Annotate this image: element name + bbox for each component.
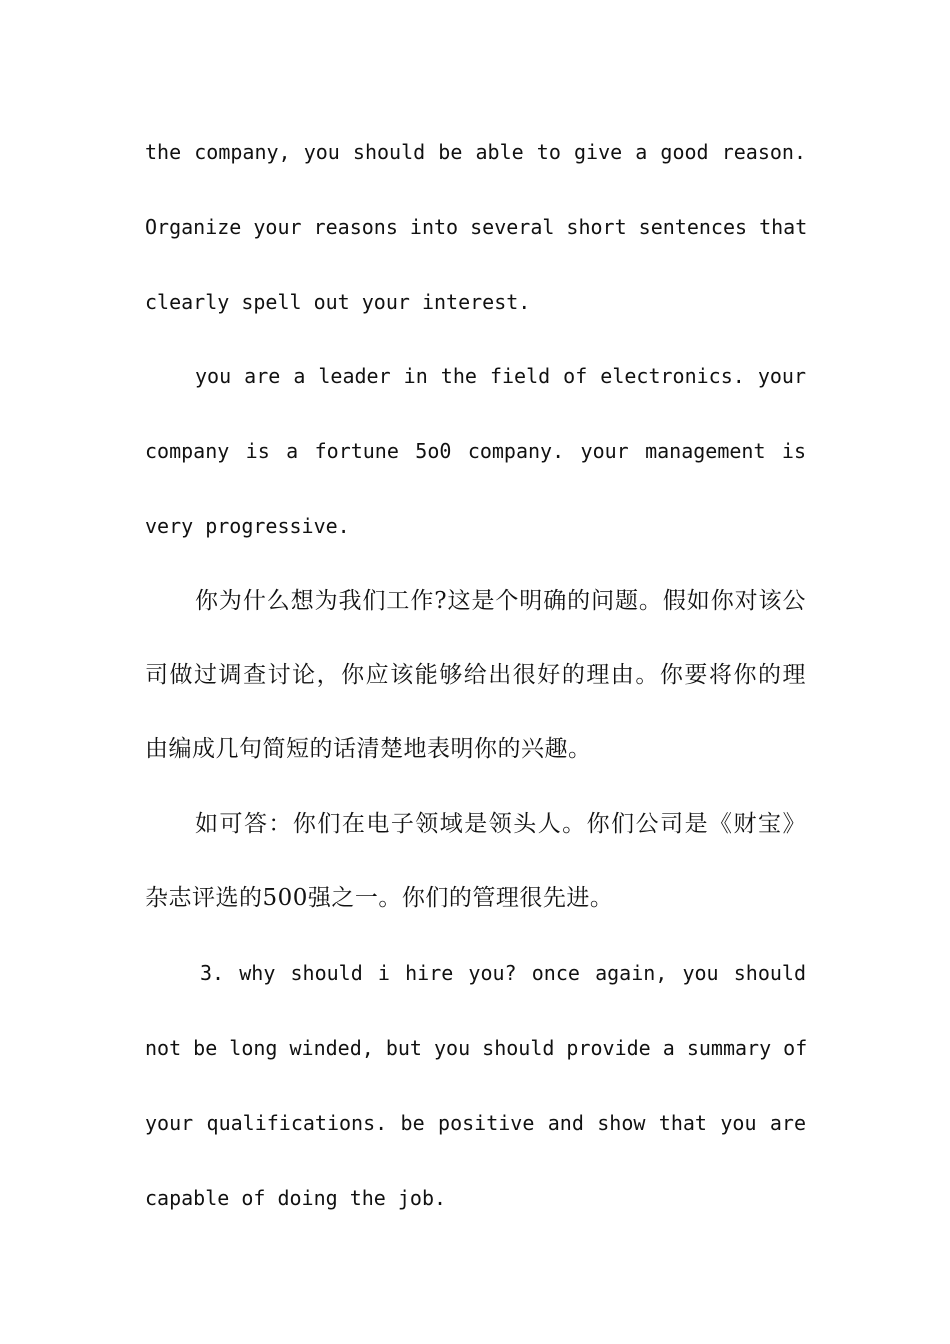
text-line: Organize your reasons into several short sentences that: [145, 215, 808, 239]
text-line: not be long winded, but you should provide a summary of: [145, 1036, 808, 1060]
text-line: clearly spell out your interest.: [145, 290, 531, 314]
text-line: 由编成几句简短的话清楚地表明你的兴趣。: [145, 736, 592, 762]
text-line: company is a fortune 5o0 company. your management is: [145, 439, 806, 463]
text-line: your qualifications. be positive and show that you are: [145, 1111, 806, 1135]
text-line: 司做过调查讨论，你应该能够给出很好的理由。你要将你的理: [145, 662, 806, 688]
text-line: 3. why should i hire you? once again, you should: [200, 961, 806, 985]
text-line: very progressive.: [145, 514, 350, 538]
text-line: the company, you should be able to give a good reason.: [145, 140, 806, 164]
text-line: 杂志评选的500强之一。你们的管理很先进。: [145, 885, 614, 911]
text-line: capable of doing the job.: [145, 1186, 447, 1210]
text-line: 你为什么想为我们工作?这是个明确的问题。假如你对该公: [195, 588, 806, 614]
text-line: 如可答：你们在电子领域是领头人。你们公司是《财宝》: [195, 811, 806, 837]
text-line: you are a leader in the field of electronics. your: [195, 364, 806, 388]
